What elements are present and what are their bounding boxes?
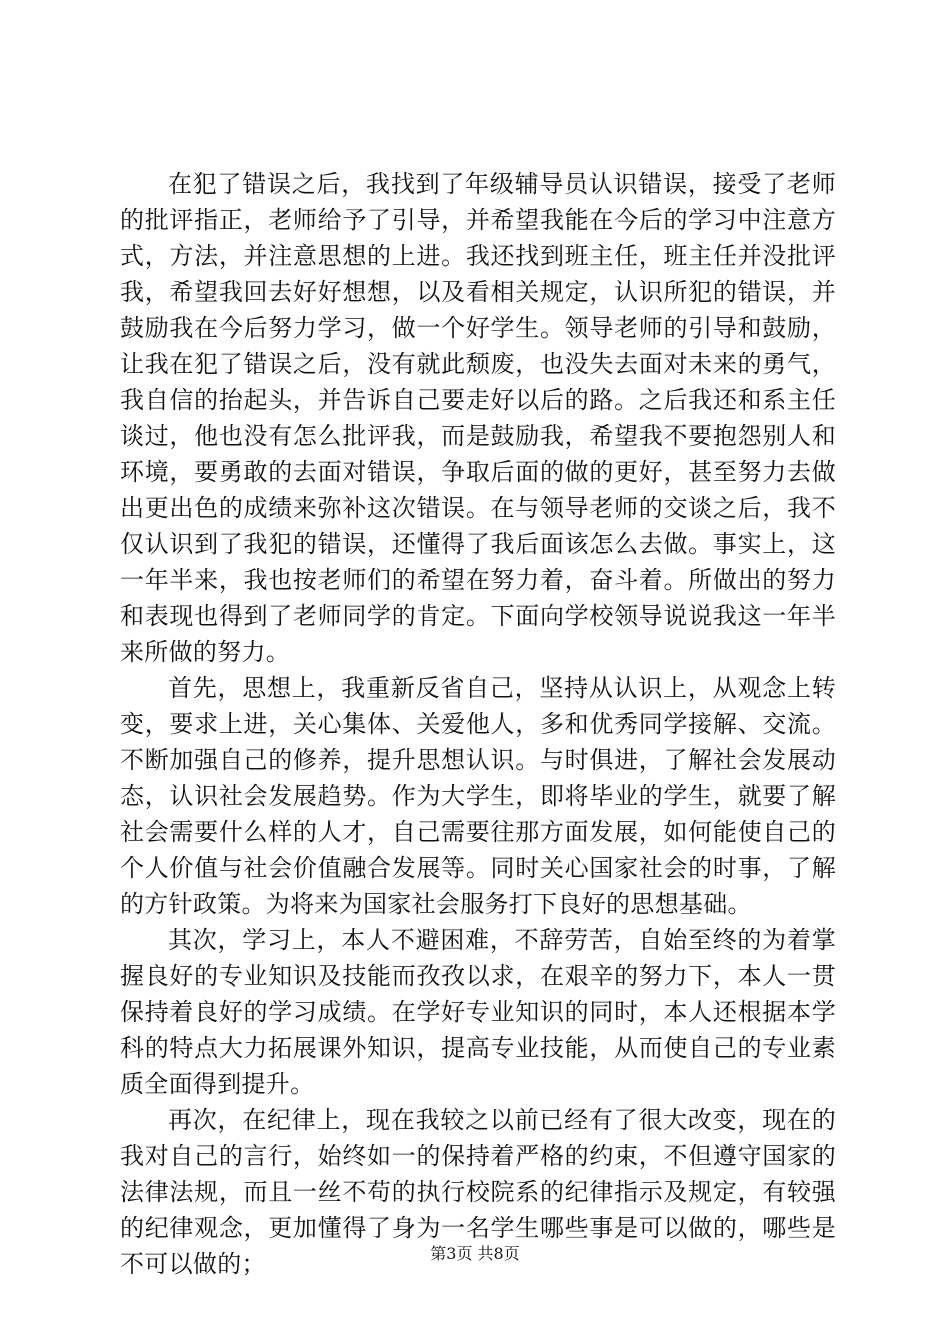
paragraph-4: 再次，在纪律上，现在我较之以前已经有了很大改变，现在的我对自己的言行，始终如一的保持着严格的约束，不但遵守国家的法律法规，而且一丝不苟的执行校院系的纪律指示及规定，有较强的纪律观念，更加懂得了身为一名学生哪些事是可以做的，哪些是不可以做的； [120,1106,836,1278]
paragraph-3: 其次，学习上，本人不避困难，不辞劳苦，自始至终的为着掌握良好的专业知识及技能而孜孜以求，在艰辛的努力下，本人一贯保持着良好的学习成绩。在学好专业知识的同时，本人还根据本学科的特点大力拓展课外知识，提高专业技能，从而使自己的专业素质全面得到提升。 [120,926,836,1098]
paragraph-1: 在犯了错误之后，我找到了年级辅导员认识错误，接受了老师的批评指正，老师给予了引导，并希望我能在今后的学习中注意方式，方法，并注意思想的上进。我还找到班主任，班主任并没批评我，希望我回去好好想想，以及看相关规定，认识所犯的错误，并鼓励我在今后努力学习，做一个好学生。领导老师的引导和鼓励，让我在犯了错误之后，没有就此颓废，也没失去面对未来的勇气，我自信的抬起头，并告诉自己要走好以后的路。之后我还和系主任谈过，他也没有怎么批评我，而是鼓励我，希望我不要抱怨别人和环境，要勇敢的去面对错误，争取后面的做的更好，甚至努力去做出更出色的成绩来弥补这次错误。在与领导老师的交谈之后，我不仅认识到了我犯的错误，还懂得了我后面该怎么去做。事实上，这一年半来，我也按老师们的希望在努力着，奋斗着。所做出的努力和表现也得到了老师同学的肯定。下面向学校领导说说我这一年半来所做的努力。 [120,170,836,666]
paragraph-2: 首先，思想上，我重新反省自己，坚持从认识上，从观念上转变，要求上进，关心集体、关爱他人，多和优秀同学接解、交流。不断加强自己的修养，提升思想认识。与时俱进，了解社会发展动态，认识社会发展趋势。作为大学生，即将毕业的学生，就要了解社会需要什么样的人才，自己需要往那方面发展，如何能使自己的个人价值与社会价值融合发展等。同时关心国家社会的时事，了解的方针政策。为将来为国家社会服务打下良好的思想基础。 [120,674,836,918]
document-body [120,166,836,1282]
page-footer: 第3页 共8页 [430,1244,520,1263]
